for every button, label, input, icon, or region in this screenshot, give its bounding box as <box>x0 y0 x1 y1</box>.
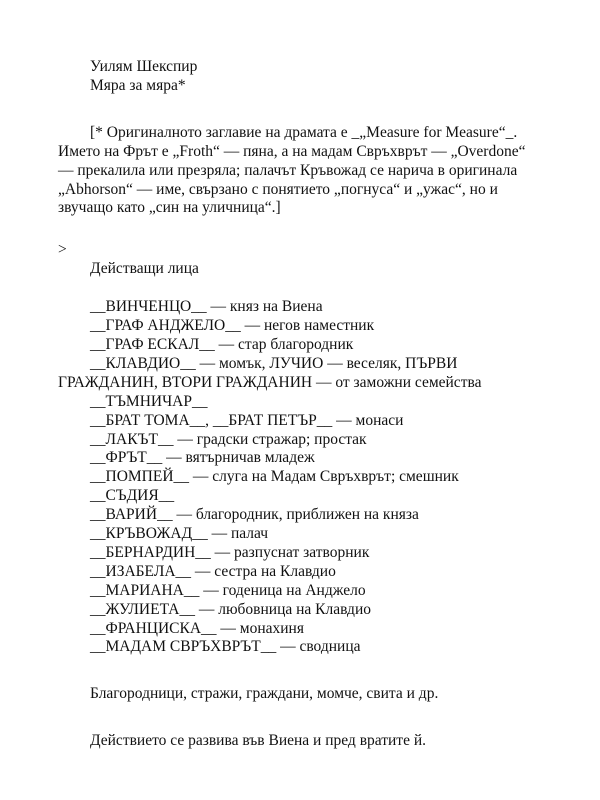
cast-entry: __МАРИАНА__ — годеница на Анджело <box>90 581 366 599</box>
cast-entry: __КЛАВДИО__ — момък, ЛУЧИО — веселяк, ПЪРВИ <box>90 354 458 372</box>
cast-entry: __МАДАМ СВРЪХВРЪТ__ — сводница <box>90 638 361 656</box>
footnote-line: звучащо като „син на уличница“.] <box>58 199 281 217</box>
cast-entry: __СЪДИЯ__ <box>90 487 175 505</box>
cast-entry: __ФРАНЦИСКА__ — монахиня <box>90 619 304 637</box>
cast-entry: __ТЪМНИЧАР__ <box>90 392 208 410</box>
cast-entry: __БЕРНАРДИН__ — разпуснат затворник <box>90 543 370 561</box>
cast-entry: __ВИНЧЕНЦО__ — княз на Виена <box>90 298 323 316</box>
cast-entry-continuation: ГРАЖДАНИН, ВТОРИ ГРАЖДАНИН — от заможни семейства <box>58 373 482 391</box>
play-title: Мяра за мяра* <box>90 76 186 94</box>
cast-entry: __БРАТ ТОМА__, __БРАТ ПЕТЪР__ — монаси <box>90 411 404 429</box>
footnote-line: — прекалила или презряла; палачът Кръвожад се нарича в оригинала <box>58 161 518 179</box>
document-page <box>58 58 558 751</box>
cast-entry: __ЛАКЪТ__ — градски стражар; простак <box>90 430 367 448</box>
section-marker: > <box>58 241 67 259</box>
footnote-line: [* Оригиналното заглавие на драмата е _„Measure for Measure“_. <box>90 123 518 141</box>
cast-heading: Действащи лица <box>90 260 199 278</box>
setting-line: Действието се развива във Виена и пред вратите й. <box>90 732 427 750</box>
cast-entry: __ФРЪТ__ — вятърничав младеж <box>90 449 315 467</box>
cast-list <box>58 298 558 657</box>
cast-entry: __ПОМПЕЙ__ — слуга на Мадам Свръхврът; смешник <box>90 468 459 486</box>
extras-line: Благородници, стражи, граждани, момче, свита и др. <box>90 685 439 703</box>
footnote-line: Името на Фрът е „Froth“ — пяна, а на мадам Свръхврът — „Overdone“ <box>58 142 526 160</box>
cast-entry: __ЖУЛИЕТА__ — любовница на Клавдио <box>90 600 371 618</box>
cast-entry: __ГРАФ АНДЖЕЛО__ — негов наместник <box>90 317 375 335</box>
cast-entry: __КРЪВОЖАД__ — палач <box>90 525 269 543</box>
footnote-block <box>58 124 558 219</box>
author-name: Уилям Шекспир <box>90 58 198 75</box>
cast-entry: __ГРАФ ЕСКАЛ__ — стар благородник <box>90 335 354 353</box>
footnote-line: „Abhorson“ — име, свързано с понятието „погнуса“ и „ужас“, но и <box>58 180 498 198</box>
cast-entry: __ВАРИЙ__ — благородник, приближен на княза <box>90 506 419 524</box>
cast-entry: __ИЗАБЕЛА__ — сестра на Клавдио <box>90 562 336 580</box>
